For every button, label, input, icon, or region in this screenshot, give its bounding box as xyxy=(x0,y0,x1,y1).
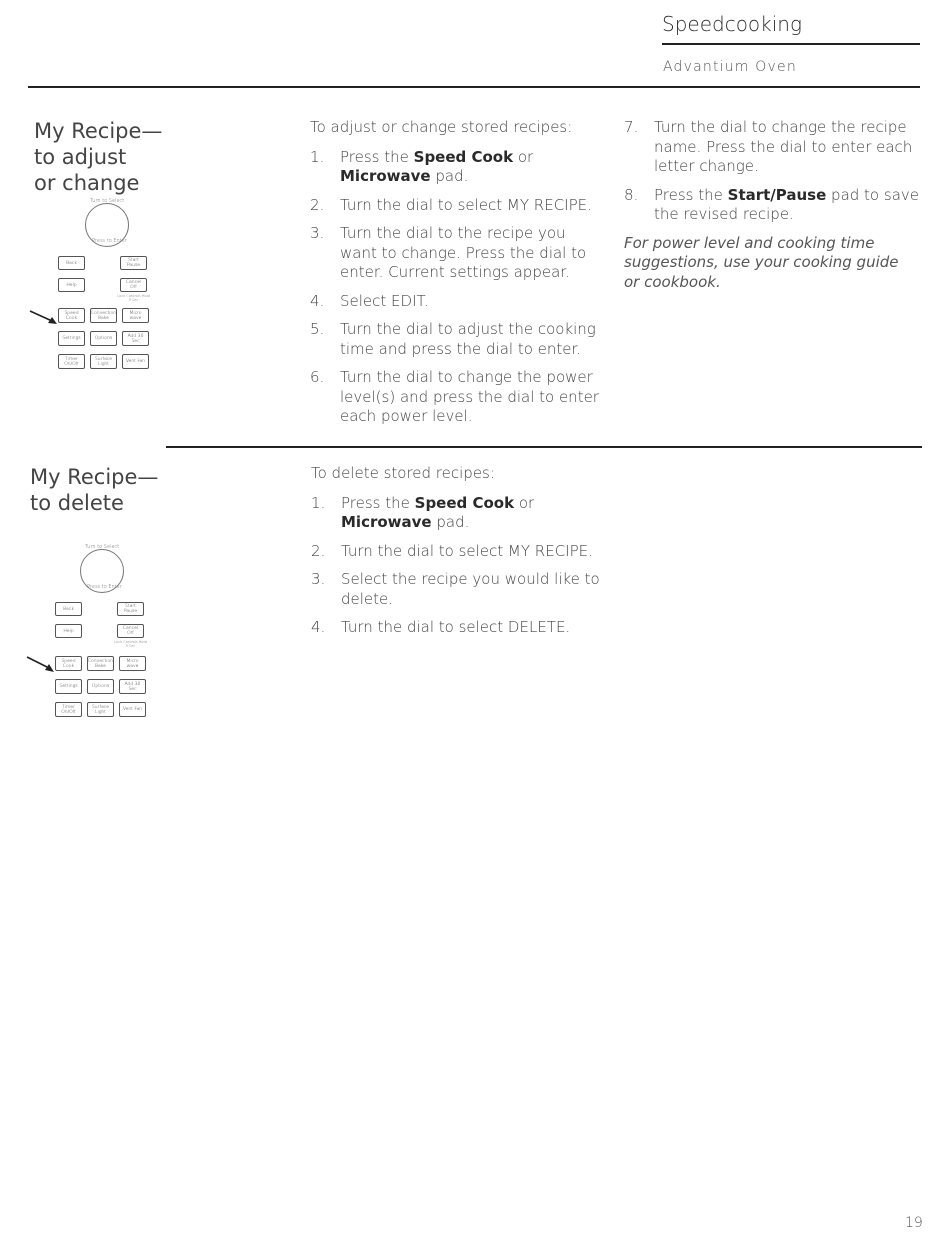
step-item xyxy=(310,292,610,312)
step-text: Press the xyxy=(654,185,728,204)
help-key: Help xyxy=(58,278,85,292)
step-bold: Speed Cook xyxy=(413,147,514,166)
step-item xyxy=(310,224,605,283)
step-number: 8. xyxy=(624,185,639,204)
pointer-arrow-icon xyxy=(25,654,57,674)
step-text: pad to save the revised recipe. xyxy=(654,185,919,223)
step-number: 3. xyxy=(311,570,326,588)
dial-label-top: Turn to Select xyxy=(85,544,120,550)
step-item xyxy=(310,320,610,359)
keypad-illustration-delete xyxy=(25,542,205,732)
convection-bake-key: Convection Bake xyxy=(87,656,114,671)
step-item xyxy=(310,368,610,427)
speed-cook-key: Speed Cook xyxy=(55,656,82,671)
step-bold: Microwave xyxy=(341,513,432,531)
step-bold: Speed Cook xyxy=(414,493,515,512)
header-divider xyxy=(662,43,920,45)
cooking-note: For power level and cooking time suggestions, use your cooking guide or cookbook. xyxy=(624,233,899,291)
title-line: My Recipe— xyxy=(30,465,159,489)
step-number: 2. xyxy=(310,195,325,214)
step-number: 1. xyxy=(310,147,325,166)
step-text: pad. xyxy=(430,167,469,185)
keypad-illustration-adjust xyxy=(28,196,208,386)
step-text: or xyxy=(514,493,535,512)
section-delete-title xyxy=(30,464,158,516)
help-key: Help xyxy=(55,624,82,638)
cancel-off-key: Cancel Off xyxy=(117,624,144,638)
step-text: or xyxy=(513,147,534,166)
speed-cook-key: Speed Cook xyxy=(58,308,85,323)
step-text: Turn the dial to the recipe you want to change. Press the dial to enter. Current settings appear. xyxy=(340,224,587,281)
step-number: 6. xyxy=(310,368,325,386)
step-text: Turn the dial to select DELETE. xyxy=(341,618,571,636)
vent-fan-key: Vent Fan xyxy=(119,702,146,717)
adjust-steps-column-1 xyxy=(310,118,610,436)
dial-label-bottom: Press to Enter xyxy=(92,238,127,244)
step-text: Turn the dial to change the power level(s) and press the dial to enter each power level. xyxy=(340,368,599,425)
title-line: to delete xyxy=(30,491,124,515)
pointer-arrow-icon xyxy=(28,308,60,326)
step-item xyxy=(310,148,610,187)
microwave-key: Micro wave xyxy=(119,656,146,671)
back-key: Back xyxy=(58,256,85,270)
delete-intro: To delete stored recipes: xyxy=(311,464,495,482)
step-text: pad. xyxy=(431,513,470,531)
add-30-sec-key: Add 30 Sec xyxy=(122,331,149,346)
timer-key: Timer On/Off xyxy=(58,354,85,369)
dial-label-bottom: Press to Enter xyxy=(87,584,122,590)
section-divider xyxy=(166,446,922,448)
step-text: Turn the dial to select MY RECIPE. xyxy=(340,195,592,214)
step-text: Press the xyxy=(341,493,415,512)
surface-light-key: Surface Light xyxy=(90,354,117,369)
step-number: 1. xyxy=(311,493,326,512)
timer-key: Timer On/Off xyxy=(55,702,82,717)
step-number: 4. xyxy=(311,618,326,636)
step-item xyxy=(311,618,611,638)
step-text: Press the xyxy=(340,147,414,166)
convection-bake-key: Convection Bake xyxy=(90,308,117,323)
start-pause-key: Start Pause xyxy=(117,602,144,616)
title-line: My Recipe— xyxy=(34,119,163,143)
step-number: 5. xyxy=(310,320,325,338)
step-number: 3. xyxy=(310,224,325,242)
lock-controls-note: Lock Controls Hold 3 Sec xyxy=(114,640,147,648)
adjust-steps-column-2 xyxy=(624,118,922,292)
vent-fan-key: Vent Fan xyxy=(122,354,149,369)
step-text: Select the recipe you would like to delete. xyxy=(341,570,600,608)
options-key: Options xyxy=(87,679,114,694)
step-bold: Start/Pause xyxy=(727,185,827,204)
step-bold: Microwave xyxy=(340,167,431,185)
title-line: to adjust xyxy=(34,145,127,169)
step-text: Turn the dial to change the recipe name. Press the dial to enter each letter change. xyxy=(654,118,913,175)
options-key: Options xyxy=(90,331,117,346)
step-item xyxy=(624,186,922,225)
dial-label-top: Turn to Select xyxy=(90,198,125,204)
cancel-off-key: Cancel Off xyxy=(120,278,147,292)
step-text: Turn the dial to select MY RECIPE. xyxy=(341,541,593,560)
page-number: 19 xyxy=(905,1215,923,1231)
settings-key: Settings xyxy=(55,679,82,694)
step-number: 7. xyxy=(624,118,639,136)
header-subtitle: Advantium Oven xyxy=(663,59,797,75)
step-item xyxy=(311,542,611,562)
step-item xyxy=(310,196,610,216)
header-title: Speedcooking xyxy=(662,12,802,36)
step-text: Select EDIT. xyxy=(340,291,429,310)
adjust-intro: To adjust or change stored recipes: xyxy=(310,118,573,136)
step-item xyxy=(311,570,611,609)
page-divider-top xyxy=(28,86,920,88)
delete-steps-column xyxy=(311,464,611,647)
step-item xyxy=(311,494,611,533)
section-adjust-title xyxy=(34,118,162,196)
step-number: 2. xyxy=(311,541,326,560)
back-key: Back xyxy=(55,602,82,616)
settings-key: Settings xyxy=(58,331,85,346)
title-line: or change xyxy=(34,171,140,195)
step-text: Turn the dial to adjust the cooking time and press the dial to enter. xyxy=(340,320,596,358)
step-item xyxy=(624,118,922,177)
start-pause-key: Start Pause xyxy=(120,256,147,270)
step-number: 4. xyxy=(310,291,325,310)
microwave-key: Micro wave xyxy=(122,308,149,323)
lock-controls-note: Lock Controls Hold 3 Sec xyxy=(117,294,150,302)
add-30-sec-key: Add 30 Sec xyxy=(119,679,146,694)
surface-light-key: Surface Light xyxy=(87,702,114,717)
